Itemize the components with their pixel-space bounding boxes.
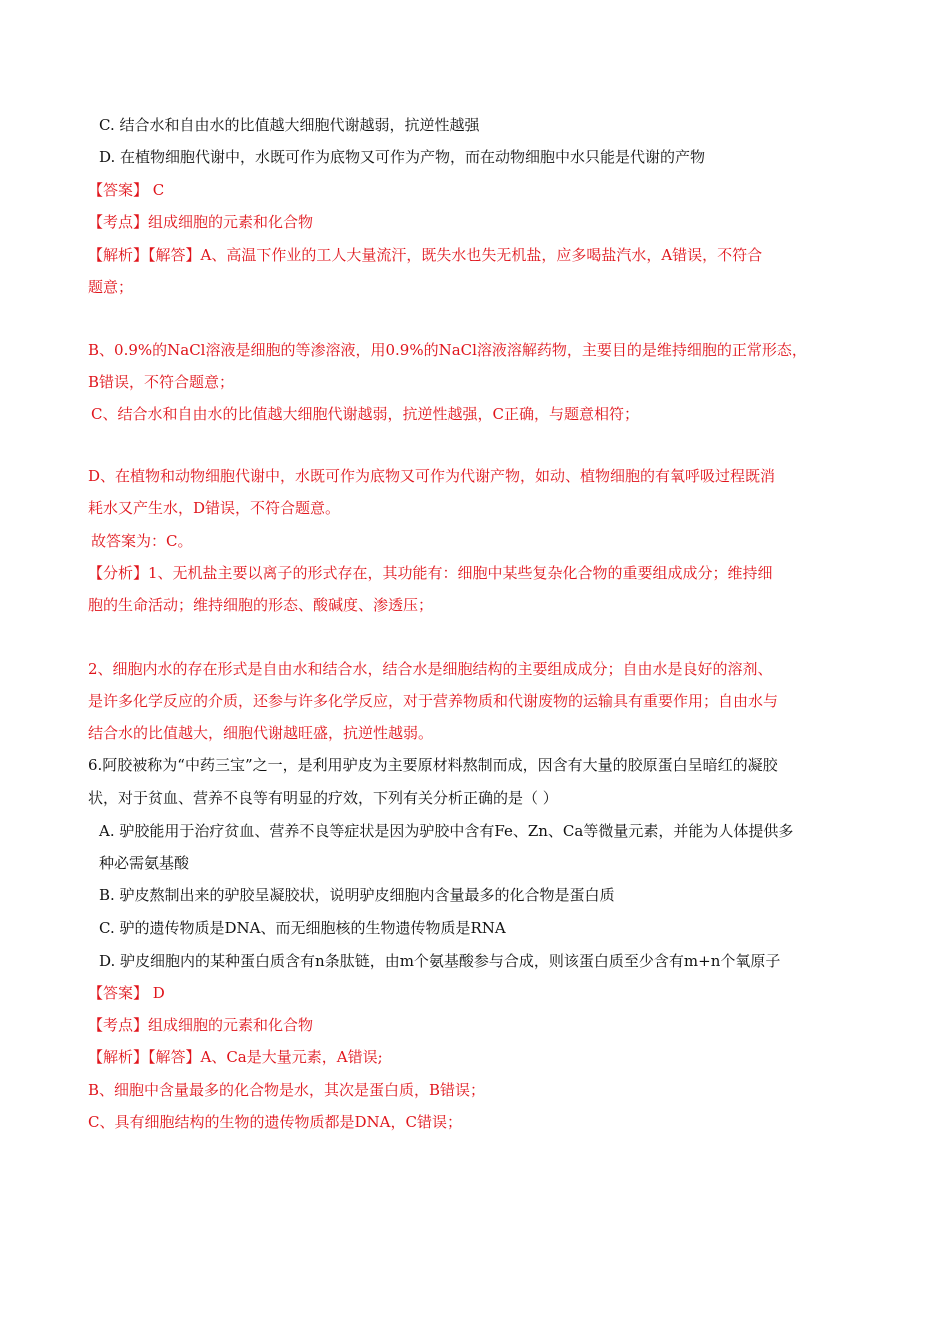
- q5-fenxi-1-line1: 【分析】1、无机盐主要以离子的形式存在，其功能有：细胞中某些复杂化合物的重要组成成分；维持细: [88, 564, 773, 582]
- q6-analysis-c: C、具有细胞结构的生物的遗传物质都是DNA，C错误；: [88, 1113, 462, 1131]
- q5-analysis-b-line2: B错误，不符合题意；: [88, 373, 235, 391]
- q5-analysis-d-line2: 耗水又产生水，D错误，不符合题意。: [88, 499, 341, 517]
- q6-option-a-line2: 种必需氨基酸: [99, 854, 190, 872]
- q5-analysis-a-line1: 【解析】【解答】A、高温下作业的工人大量流汗，既失水也失无机盐，应多喝盐汽水，A错误，不符合: [88, 246, 763, 264]
- q6-option-c: C. 驴的遗传物质是DNA、而无细胞核的生物遗传物质是RNA: [99, 919, 506, 937]
- q5-analysis-b-line1: B、0.9%的NaCl溶液是细胞的等渗溶液，用0.9%的NaCl溶液溶解药物，主要目的是维持细胞的正常形态，: [88, 341, 807, 359]
- q6-option-b: B. 驴皮熬制出来的驴胶呈凝胶状，说明驴皮细胞内含量最多的化合物是蛋白质: [99, 886, 615, 904]
- q6-option-d: D. 驴皮细胞内的某种蛋白质含有n条肽链，由m个氨基酸参与合成，则该蛋白质至少含有m+n个氧原子: [99, 952, 781, 970]
- q5-fenxi-2-line2: 是许多化学反应的介质，还参与许多化学反应，对于营养物质和代谢废物的运输具有重要作用；自由水与: [88, 692, 779, 710]
- q6-analysis-b: B、细胞中含量最多的化合物是水，其次是蛋白质，B错误；: [88, 1081, 486, 1099]
- q6-analysis-a: 【解析】【解答】A、Ca是大量元素，A错误;: [88, 1048, 383, 1066]
- q5-fenxi-2-line3: 结合水的比值越大，细胞代谢越旺盛，抗逆性越弱。: [88, 724, 434, 742]
- q5-analysis-c: C、结合水和自由水的比值越大细胞代谢越弱，抗逆性越强，C正确，与题意相符；: [91, 405, 639, 423]
- q5-conclusion: 故答案为：C。: [91, 532, 193, 550]
- q5-option-c: C. 结合水和自由水的比值越大细胞代谢越弱，抗逆性越强: [99, 116, 480, 134]
- q6-stem-line1: 6.阿胶被称为“中药三宝”之一，是利用驴皮为主要原材料熬制而成，因含有大量的胶原蛋白呈暗红的凝胶: [88, 756, 778, 774]
- q5-analysis-a-line2: 题意；: [88, 278, 134, 296]
- q5-option-d: D. 在植物细胞代谢中，水既可作为底物又可作为产物，而在动物细胞中水只能是代谢的产物: [99, 148, 706, 166]
- q6-stem-line2: 状，对于贫血、营养不良等有明显的疗效，下列有关分析正确的是（ ）: [88, 789, 558, 807]
- q5-fenxi-2-line1: 2、细胞内水的存在形式是自由水和结合水，结合水是细胞结构的主要组成成分；自由水是良好的溶剂、: [88, 660, 773, 678]
- q5-answer: 【答案】 C: [88, 181, 165, 199]
- q5-topic: 【考点】组成细胞的元素和化合物: [88, 213, 314, 231]
- q5-fenxi-1-line2: 胞的生命活动；维持细胞的形态、酸碱度、渗透压；: [88, 596, 434, 614]
- q6-answer: 【答案】 D: [88, 984, 165, 1002]
- q5-analysis-d-line1: D、在植物和动物细胞代谢中，水既可作为底物又可作为代谢产物，如动、植物细胞的有氧呼吸过程既消: [88, 467, 776, 485]
- q6-option-a-line1: A. 驴胶能用于治疗贫血、营养不良等症状是因为驴胶中含有Fe、Zn、Ca等微量元素，并能为人体提供多: [99, 822, 794, 840]
- q6-topic: 【考点】组成细胞的元素和化合物: [88, 1016, 314, 1034]
